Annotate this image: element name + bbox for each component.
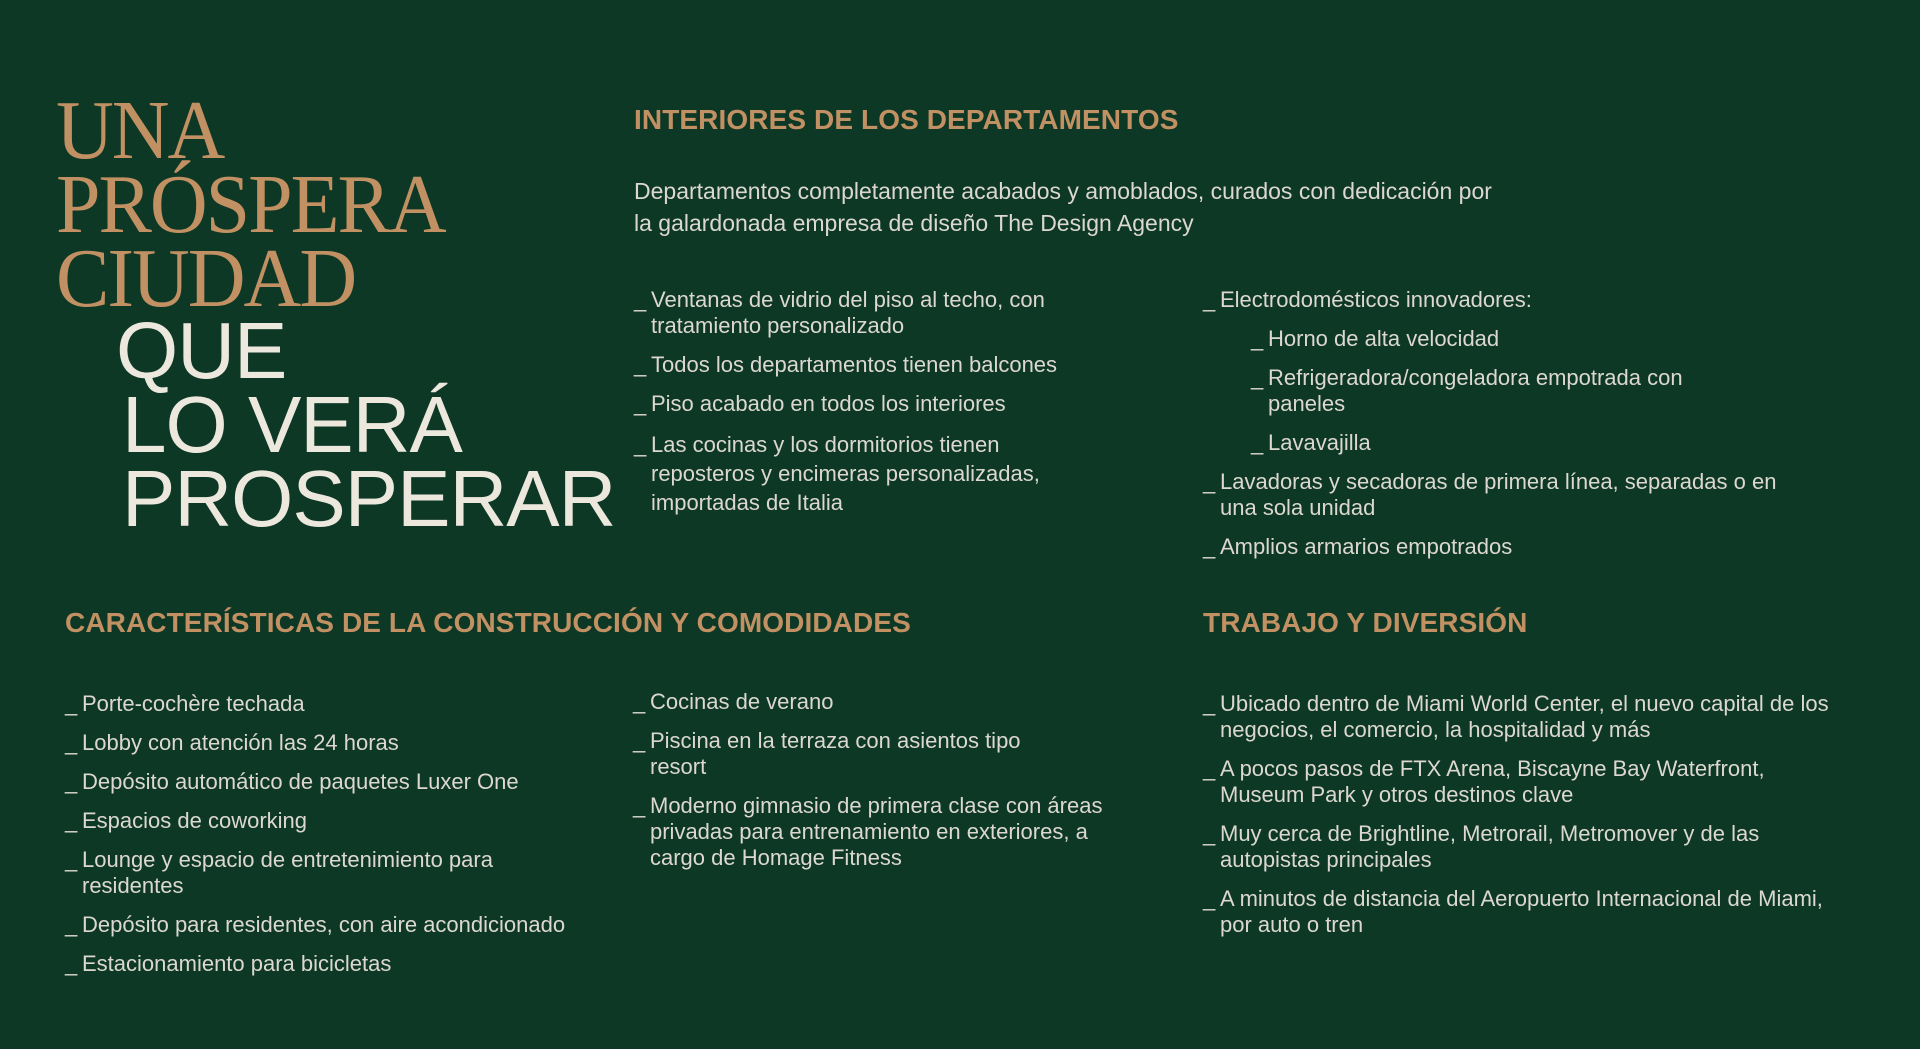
list-item: _ Lavadoras y secadoras de primera línea, separadas o en una sola unidad bbox=[1203, 469, 1810, 521]
list-item: _ Refrigeradora/congeladora empotrada con paneles bbox=[1251, 365, 1708, 417]
list-item: _ Todos los departamentos tienen balcones bbox=[634, 352, 1104, 378]
interiores-list-1 bbox=[634, 287, 1104, 530]
hero-line-prospera: PRÓSPERA bbox=[56, 158, 445, 252]
interiores-intro: Departamentos completamente acabados y amoblados, curados con dedicación por la galardonada empresa de diseño The Design Agency bbox=[634, 178, 1492, 236]
interiores-heading: INTERIORES DE LOS DEPARTAMENTOS bbox=[634, 104, 1179, 135]
list-item: _ Porte-cochère techada bbox=[65, 691, 635, 717]
list-item: _ A pocos pasos de FTX Arena, Biscayne Bay Waterfront, Museum Park y otros destinos clave bbox=[1203, 756, 1840, 808]
list-item: _ A minutos de distancia del Aeropuerto Internacional de Miami, por auto o tren bbox=[1203, 886, 1840, 938]
list-item: _ Piscina en la terraza con asientos tipo resort bbox=[633, 728, 1030, 780]
list-item: _ Espacios de coworking bbox=[65, 808, 635, 834]
interiores-list-2 bbox=[1203, 287, 1803, 573]
hero-line-una: UNA bbox=[56, 84, 224, 178]
list-item: _ Horno de alta velocidad bbox=[1251, 326, 1803, 352]
construccion-heading: CARACTERÍSTICAS DE LA CONSTRUCCIÓN Y COMODIDADES bbox=[65, 607, 911, 638]
list-item: _ Muy cerca de Brightline, Metrorail, Metromover y de las autopistas principales bbox=[1203, 821, 1840, 873]
list-item: _ Lobby con atención las 24 horas bbox=[65, 730, 635, 756]
list-item: _ Cocinas de verano bbox=[633, 689, 1103, 715]
list-item: _ Depósito automático de paquetes Luxer One bbox=[65, 769, 635, 795]
list-item: _ Lounge y espacio de entretenimiento para residentes bbox=[65, 847, 512, 899]
hero-line-que: QUE bbox=[116, 306, 287, 395]
hero-line-ciudad: CIUDAD bbox=[56, 232, 356, 326]
hero-line-lo-vera: LO VERÁ bbox=[122, 380, 462, 469]
list-item: _ Moderno gimnasio de primera clase con áreas privadas para entrenamiento en exteriores, a cargo de Homage Fitness bbox=[633, 793, 1110, 871]
list-item: _ Amplios armarios empotrados bbox=[1203, 534, 1803, 560]
hero-title bbox=[56, 84, 616, 543]
list-item: _ Electrodomésticos innovadores: bbox=[1203, 287, 1803, 313]
list-item: _ Ventanas de vidrio del piso al techo, con tratamiento personalizado bbox=[634, 287, 1104, 339]
trabajo-list bbox=[1203, 691, 1843, 951]
hero-line-prosperar: PROSPERAR bbox=[122, 454, 616, 543]
construccion-list-2 bbox=[633, 689, 1103, 884]
list-item: _ Lavavajilla bbox=[1251, 430, 1803, 456]
list-item: _ Depósito para residentes, con aire acondicionado bbox=[65, 912, 635, 938]
trabajo-heading: TRABAJO Y DIVERSIÓN bbox=[1203, 607, 1528, 638]
list-item: _ Piso acabado en todos los interiores bbox=[634, 391, 1104, 417]
list-item: _ Las cocinas y los dormitorios tienen reposteros y encimeras personalizadas, importadas de Italia bbox=[634, 430, 1104, 517]
construccion-list-1 bbox=[65, 691, 635, 990]
list-item: _ Estacionamiento para bicicletas bbox=[65, 951, 635, 977]
list-item: _ Ubicado dentro de Miami World Center, el nuevo capital de los negocios, el comercio, la hospitalidad y más bbox=[1203, 691, 1843, 743]
